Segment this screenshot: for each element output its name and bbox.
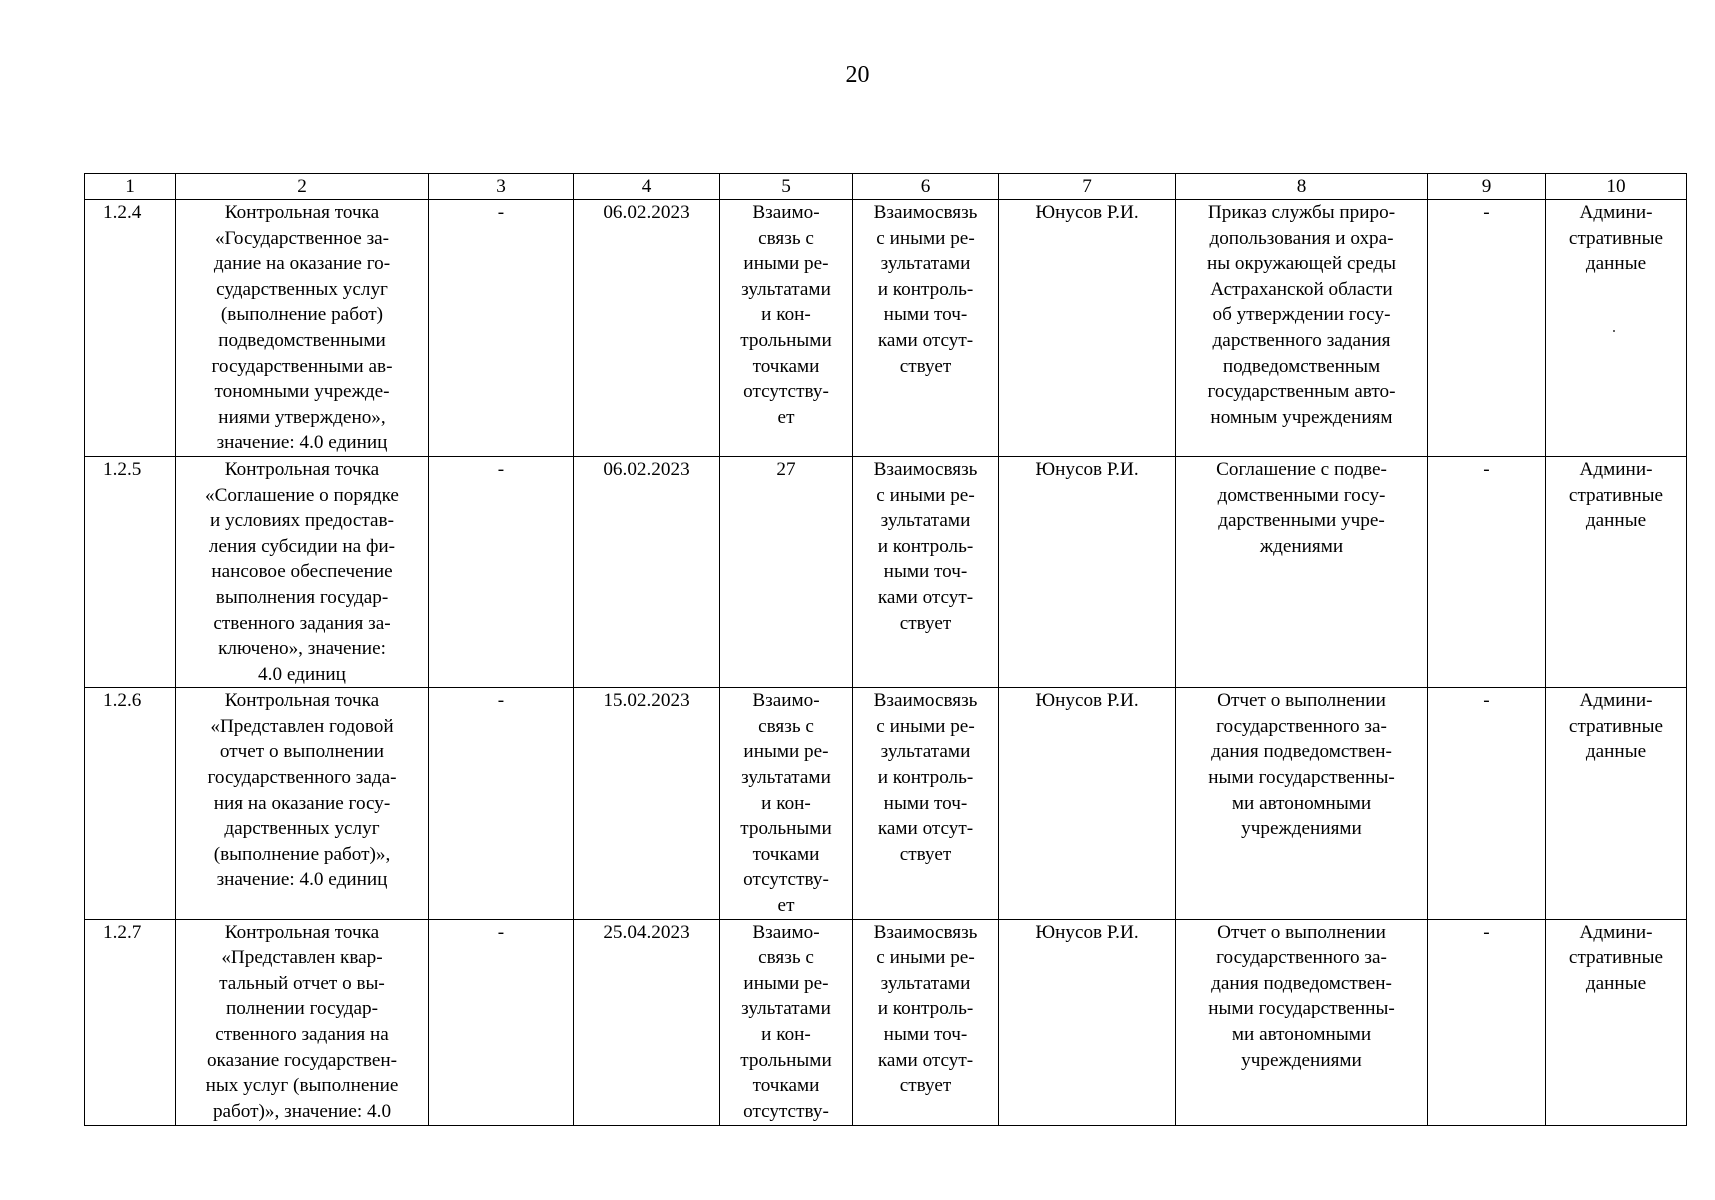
table-row (85, 456, 1687, 687)
confirming-document: Отчет о выполнении государственного за- дания подведомствен- ными государственны- ми автономными учреждениями (1176, 688, 1428, 919)
column-6-value: Взаимосвязь с иными ре- зультатами и контроль- ными точ- ками отсут- ствует (853, 919, 999, 1125)
column-header-4: 4 (574, 174, 720, 200)
info-source: Админи- стративные данные (1546, 200, 1687, 457)
row-number: 1.2.6 (85, 688, 176, 919)
table-row (85, 919, 1687, 1125)
deadline-date: 06.02.2023 (574, 200, 720, 457)
column-6-value: Взаимосвязь с иными ре- зультатами и контроль- ными точ- ками отсут- ствует (853, 688, 999, 919)
column-header-3: 3 (429, 174, 574, 200)
header-row (85, 174, 1687, 200)
column-5-value: Взаимо- связь с иными ре- зультатами и кон- трольными точками отсутству- ет (720, 200, 853, 457)
deadline-date: 06.02.2023 (574, 456, 720, 687)
control-point-description: Контрольная точка «Представлен квар- тальный отчет о вы- полнении государ- ственного задания на оказание государствен- ных услуг (выполнение работ)», значение: 4.0 (176, 919, 429, 1125)
row-number: 1.2.4 (85, 200, 176, 457)
column-header-1: 1 (85, 174, 176, 200)
column-5-value: 27 (720, 456, 853, 687)
responsible-person: Юнусов Р.И. (999, 200, 1176, 457)
column-9-value: - (1428, 456, 1546, 687)
control-point-description: Контрольная точка «Соглашение о порядке и условиях предостав- ления субсидии на фи- нансовое обеспечение выполнения государ- ственного задания за- ключено», значение: 4.0 единиц (176, 456, 429, 687)
responsible-person: Юнусов Р.И. (999, 688, 1176, 919)
column-header-8: 8 (1176, 174, 1428, 200)
column-header-7: 7 (999, 174, 1176, 200)
page-number: 20 (845, 62, 870, 88)
info-source: Админи- стративные данные (1546, 688, 1687, 919)
column-3-value: - (429, 200, 574, 457)
column-6-value: Взаимосвязь с иными ре- зультатами и контроль- ными точ- ками отсут- ствует (853, 200, 999, 457)
column-header-6: 6 (853, 174, 999, 200)
column-header-9: 9 (1428, 174, 1546, 200)
row-number: 1.2.5 (85, 456, 176, 687)
responsible-person: Юнусов Р.И. (999, 456, 1176, 687)
column-3-value: - (429, 456, 574, 687)
confirming-document: Отчет о выполнении государственного за- дания подведомствен- ными государственны- ми автономными учреждениями (1176, 919, 1428, 1125)
control-point-description: Контрольная точка «Государственное за- дание на оказание го- сударственных услуг (выполнение работ) подведомственными государственными ав- тономными учрежде- ниями утверждено», значение: 4.0 единиц (176, 200, 429, 457)
column-3-value: - (429, 919, 574, 1125)
column-9-value: - (1428, 200, 1546, 457)
row-number: 1.2.7 (85, 919, 176, 1125)
column-6-value: Взаимосвязь с иными ре- зультатами и контроль- ными точ- ками отсут- ствует (853, 456, 999, 687)
column-9-value: - (1428, 688, 1546, 919)
confirming-document: Соглашение с подве- домственными госу- дарственными учре- ждениями (1176, 456, 1428, 687)
column-9-value: - (1428, 919, 1546, 1125)
column-3-value: - (429, 688, 574, 919)
table-row (85, 200, 1687, 457)
deadline-date: 25.04.2023 (574, 919, 720, 1125)
control-points-table (84, 173, 1687, 1126)
column-header-2: 2 (176, 174, 429, 200)
column-header-10: 10 (1546, 174, 1687, 200)
responsible-person: Юнусов Р.И. (999, 919, 1176, 1125)
table-row (85, 688, 1687, 919)
control-point-description: Контрольная точка «Представлен годовой отчет о выполнении государственного зада- ния на оказание госу- дарственных услуг (выполнение работ)», значение: 4.0 единиц (176, 688, 429, 919)
confirming-document: Приказ службы приро- допользования и охра- ны окружающей среды Астраханской области об утверждении госу- дарственного задания подведомственным государственным авто- номным учреждениям (1176, 200, 1428, 457)
deadline-date: 15.02.2023 (574, 688, 720, 919)
info-source: Админи- стративные данные (1546, 456, 1687, 687)
column-5-value: Взаимо- связь с иными ре- зультатами и кон- трольными точками отсутству- (720, 919, 853, 1125)
column-5-value: Взаимо- связь с иными ре- зультатами и кон- трольными точками отсутству- ет (720, 688, 853, 919)
info-source: Админи- стративные данные (1546, 919, 1687, 1125)
column-header-5: 5 (720, 174, 853, 200)
scan-speck (1613, 330, 1615, 332)
